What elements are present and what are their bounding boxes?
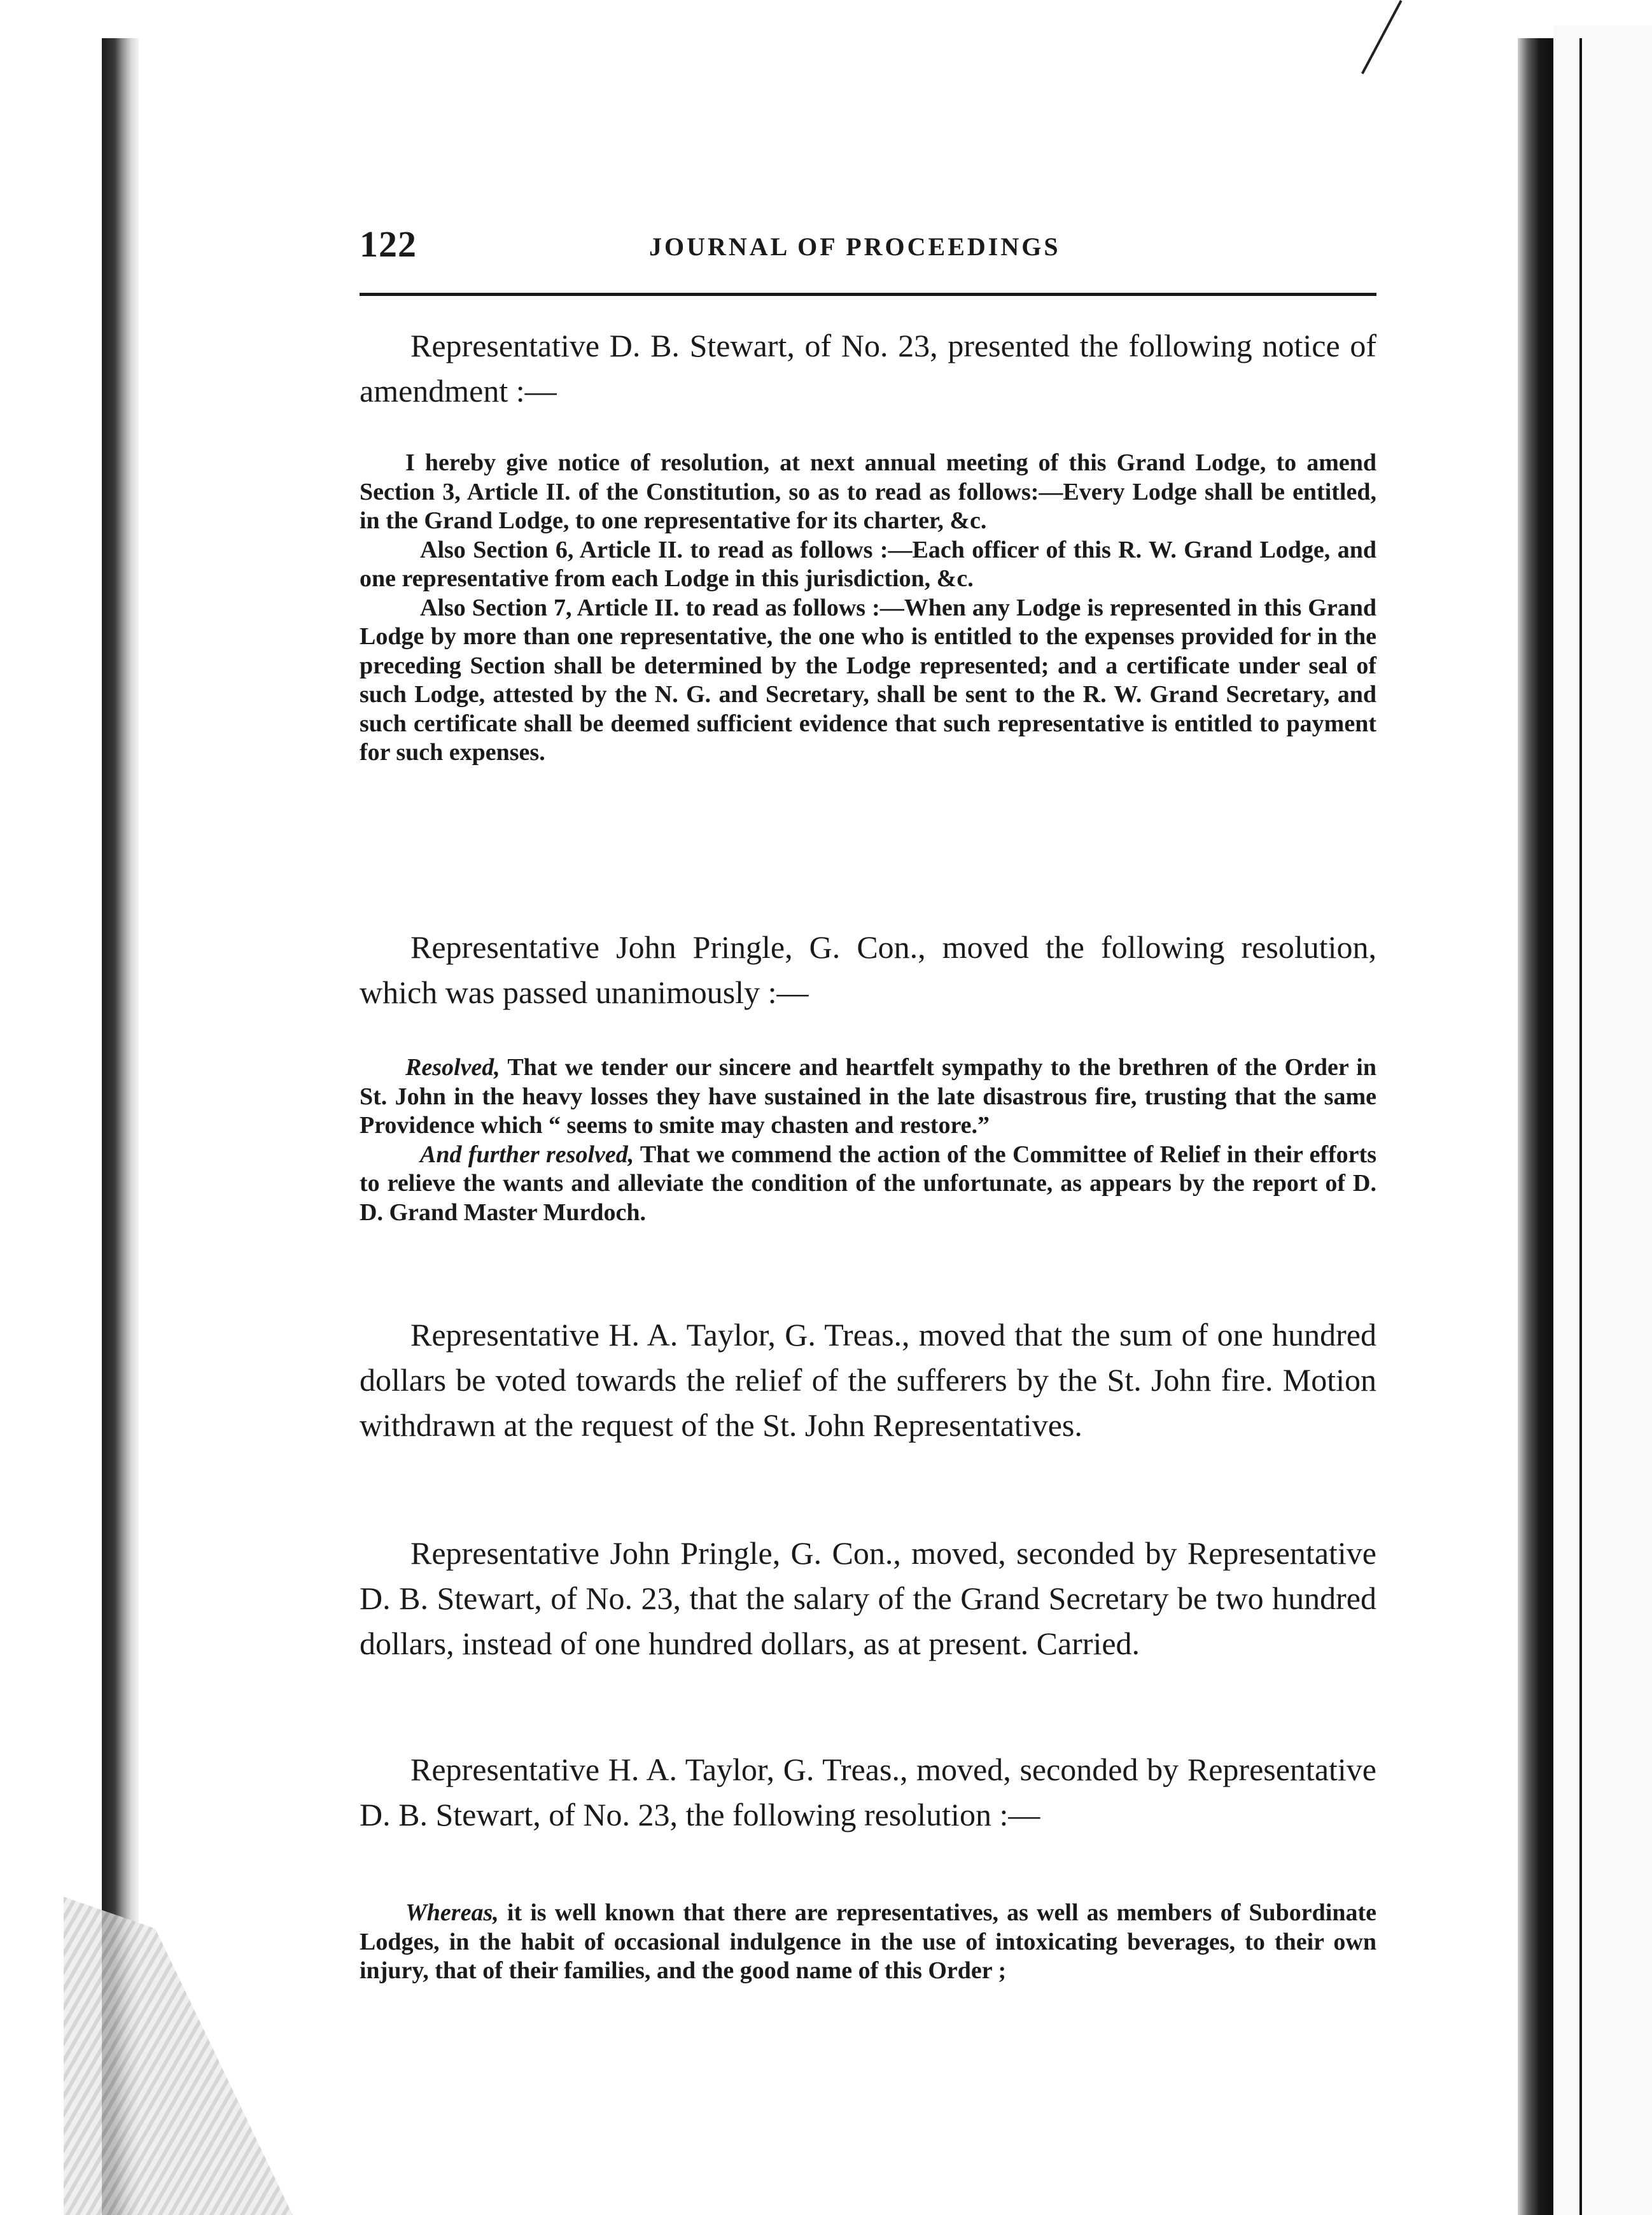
notice-paragraph-3: Also Section 7, Article II. to read as follows :—When any Lodge is represented in this Grand Lodge by more than one representative, the one who is entitled to the expenses provided for in the preceding Section shall be determined by the Lodge represented; and a certificate under seal of such Lodge, attested by the N. G. and Secretary, shall be sent to the R. W. Grand Secretary, and such certificate shall be deemed sufficient evidence that such representative is entitled to payment for such expenses. [360, 594, 1376, 766]
paragraph-text: Representative John Pringle, G. Con., moved the following resolution, which was passed unanimously :— [360, 929, 1376, 1010]
page-edge-stack [64, 1897, 293, 2215]
page-number: 122 [360, 223, 417, 265]
notice-paragraph-2: Also Section 6, Article II. to read as follows :—Each officer of this R. W. Grand Lodge, and one representative from each Lodge in this jurisdiction, &c. [360, 536, 1376, 592]
resolution-paragraph-2 [360, 1141, 1376, 1228]
paragraph-taylor-resolution [360, 1747, 1376, 1838]
amendment-notice [360, 449, 1376, 768]
whereas-text: it is well known that there are representatives, as well as members of Subordinate Lodges, in the habit of occasional indulgence in the use of intoxicating beverages, to their own injury, that of their families, and the good name of this Order ; [360, 1899, 1376, 1984]
resolution-text: That we commend the action of the Committee of Relief in their efforts to relieve the wants and alleviate the condition of the unfortunate, as appears by the report of D. D. Grand Master Murdoch. [360, 1141, 1376, 1226]
whereas-lead: Whereas, [405, 1899, 499, 1926]
paragraph-stewart-notice [360, 323, 1376, 414]
notice-paragraph-1: I hereby give notice of resolution, at next annual meeting of this Grand Lodge, to amend Section 3, Article II. of the Constitution, so as to read as follows:—Every Lodge shall be entitled, in the Grand Lodge, to one representative for its charter, &c. [360, 449, 1376, 534]
page-gutter-shadow [102, 38, 139, 2215]
resolution-lead: Resolved, [405, 1054, 500, 1081]
resolution-block [360, 1053, 1376, 1227]
book-page [360, 223, 1378, 1984]
paragraph-taylor-motion [360, 1312, 1376, 1448]
book-edge-shadow [1518, 38, 1553, 2215]
resolution-text: That we tender our sincere and heartfelt sympathy to the brethren of the Order in St. John in the heavy losses they have sustained in the late disastrous fire, trusting that the same Providence which “ seems to smite may chasten and restore.” [360, 1054, 1376, 1139]
scan-corner-mark [1361, 0, 1403, 74]
header-rule [360, 293, 1376, 296]
resolution-lead: And further resolved, [420, 1141, 634, 1168]
facing-page-border [1579, 38, 1582, 2215]
paragraph-text: Representative H. A. Taylor, G. Treas., moved, seconded by Representative D. B. Stewart, of No. 23, the following resolution :— [360, 1752, 1376, 1832]
resolution-paragraph-1 [360, 1053, 1376, 1141]
paragraph-pringle-salary [360, 1531, 1376, 1666]
paragraph-text: Representative H. A. Taylor, G. Treas., moved that the sum of one hundred dollars be voted towards the relief of the sufferers by the St. John fire. Motion withdrawn at the request of the St. John Representatives. [360, 1317, 1376, 1443]
whereas-block [360, 1899, 1376, 1986]
paragraph-pringle-resolution [360, 925, 1376, 1015]
paragraph-text: Representative John Pringle, G. Con., moved, seconded by Representative D. B. Stewart, of No. 23, that the salary of the Grand Secretary be two hundred dollars, instead of one hundred dollars, as at present. Carried. [360, 1535, 1376, 1661]
whereas-paragraph [360, 1899, 1376, 1986]
scan-margin-left [0, 0, 76, 2215]
running-title: JOURNAL OF PROCEEDINGS [649, 232, 1061, 261]
running-head [360, 223, 1378, 280]
paragraph-text: Representative D. B. Stewart, of No. 23, presented the following notice of amendment :— [360, 328, 1376, 409]
facing-page-edge [1553, 25, 1652, 2215]
